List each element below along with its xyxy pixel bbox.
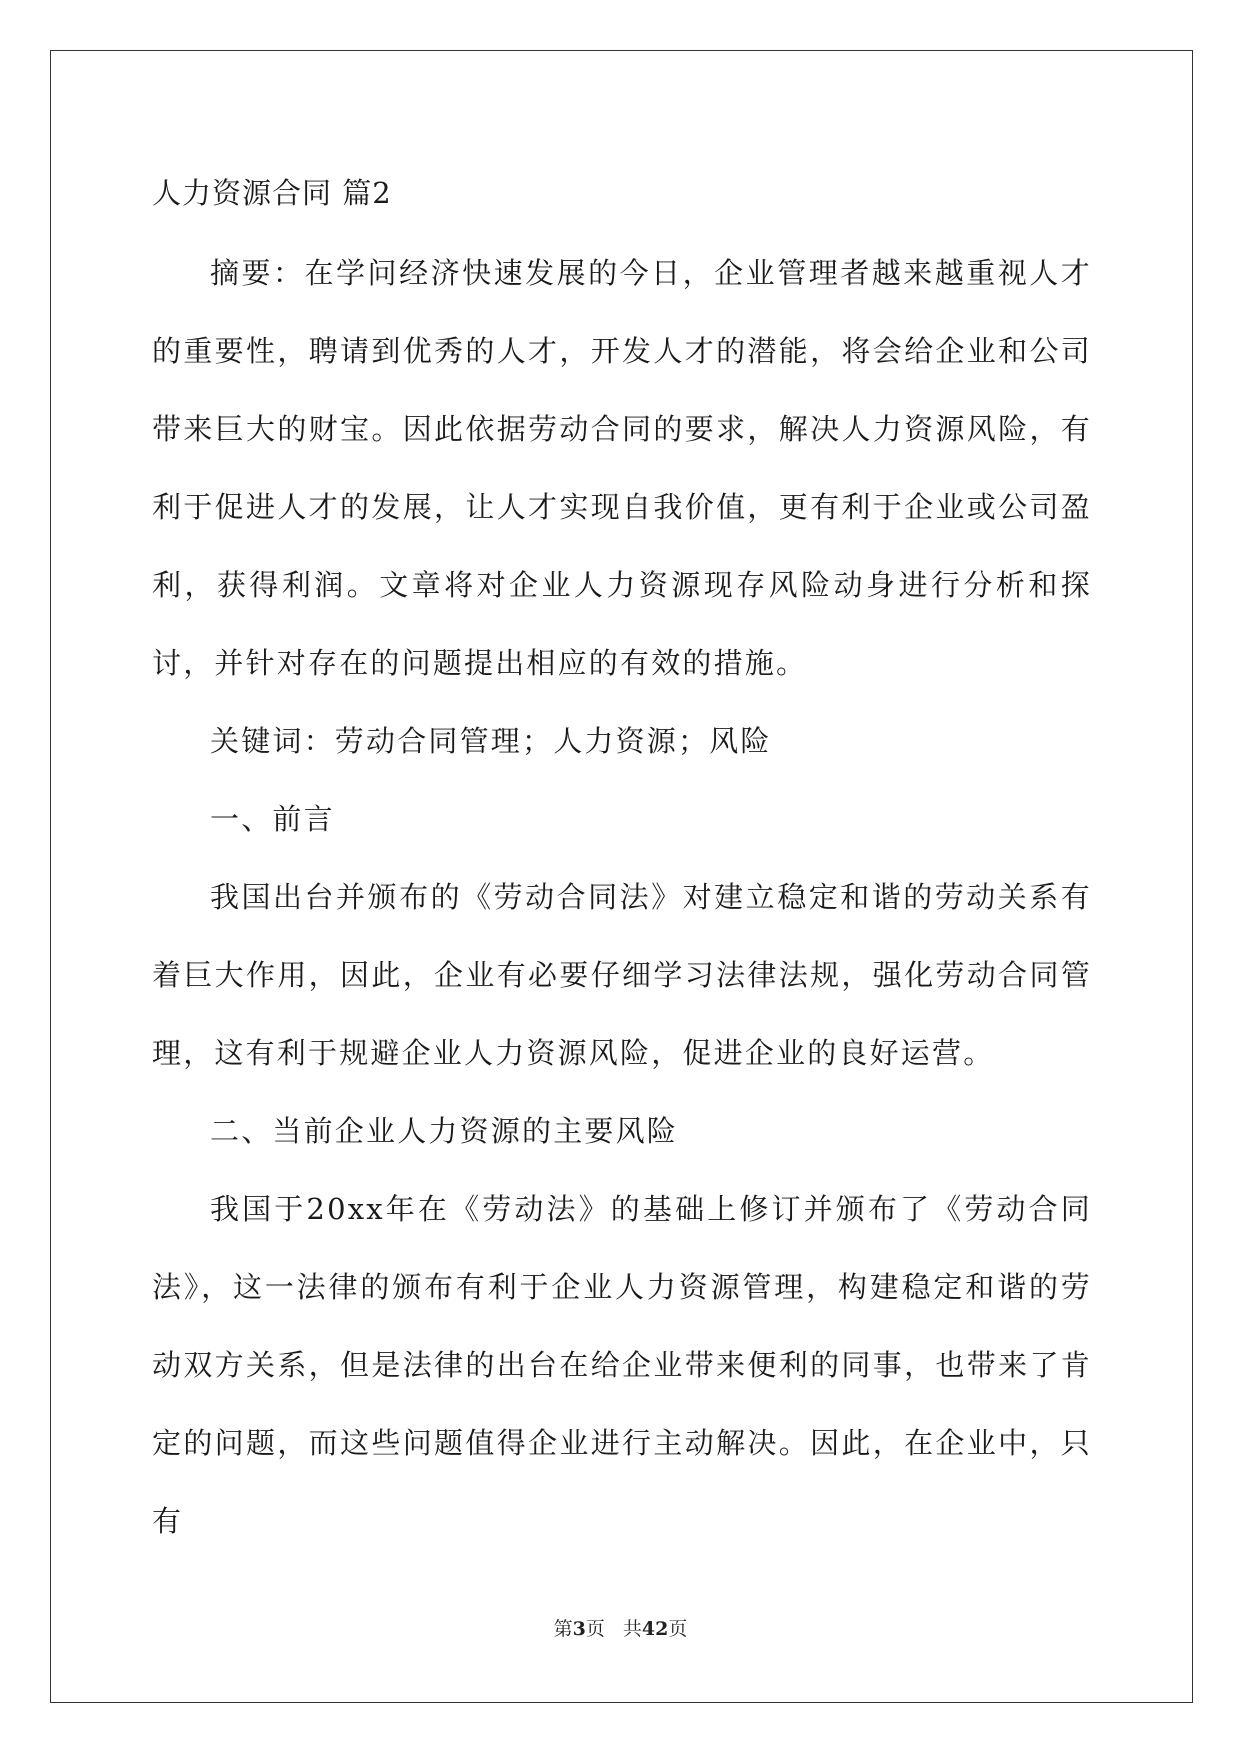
section-heading-risks: 二、当前企业人力资源的主要风险: [210, 1114, 679, 1148]
total-pages: 42: [641, 1618, 669, 1640]
page-suffix: 页: [585, 1618, 605, 1640]
keywords-paragraph: 关键词：劳动合同管理；人力资源；风险: [210, 724, 772, 758]
total-prefix: 共: [622, 1618, 642, 1640]
risks-paragraph: 我国于20xx年在《劳动法》的基础上修订并颁布了《劳动合同法》，这一法律的颁布有利于企业人力资源管理，构建稳定和谐的劳动双方关系，但是法律的出台在给企业带来便利的同事，也带来了肯定的问题，而这些问题值得企业进行主动解决。因此，在企业中，只有: [152, 1192, 1092, 1538]
preface-paragraph: 我国出台并颁布的《劳动合同法》对建立稳定和谐的劳动关系有着巨大作用，因此，企业有必要仔细学习法律法规，强化劳动合同管理，这有利于规避企业人力资源风险，促进企业的良好运营。: [152, 880, 1092, 1070]
page-prefix: 第: [553, 1618, 573, 1640]
section-heading-preface: 一、前言: [210, 802, 335, 836]
page-number: 3: [572, 1618, 586, 1640]
abstract-paragraph: 摘要：在学问经济快速发展的今日，企业管理者越来越重视人才的重要性，聘请到优秀的人才，开发人才的潜能，将会给企业和公司带来巨大的财宝。因此依据劳动合同的要求，解决人力资源风险，有利于促进人才的发展，让人才实现自我价值，更有利于企业或公司盈利，获得利润。文章将对企业人力资源现存风险动身进行分析和探讨，并针对存在的问题提出相应的有效的措施。: [152, 256, 1092, 680]
document-title: 人力资源合同 篇2: [152, 176, 392, 210]
page-footer: [0, 1617, 1241, 1641]
document-body: [152, 160, 1092, 1560]
total-suffix: 页: [668, 1618, 688, 1640]
